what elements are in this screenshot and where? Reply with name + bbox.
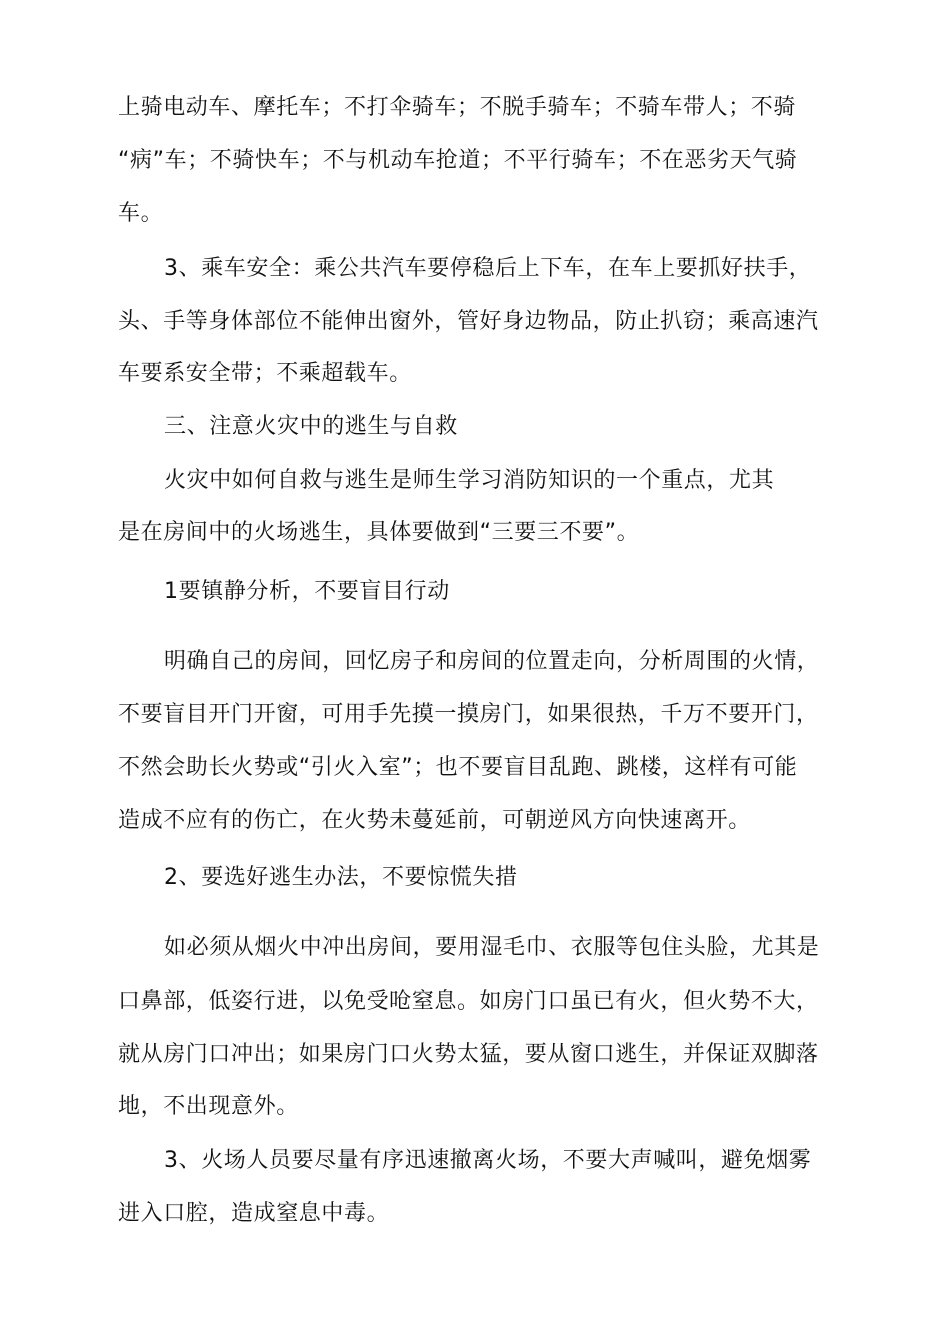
section-heading: 三、注意火灾中的逃生与自救 (164, 414, 458, 439)
text-line: 造成不应有的伤亡，在火势未蔓延前，可朝逆风方向快速离开。 (118, 808, 751, 833)
text-line: 3、火场人员要尽量有序迅速撤离火场，不要大声喊叫，避免烟雾 (164, 1148, 812, 1173)
text-line: “病”车；不骑快车；不与机动车抢道；不平行骑车；不在恶劣天气骑 (118, 148, 798, 173)
text-line: 车。 (118, 201, 164, 226)
text-line: 如必须从烟火中冲出房间，要用湿毛巾、衣服等包住头脸，尤其是 (164, 935, 820, 960)
text-line: 火灾中如何自救与逃生是师生学习消防知识的一个重点，尤其 (164, 468, 775, 493)
text-line: 不要盲目开门开窗，可用手先摸一摸房门，如果很热，千万不要开门， (118, 702, 819, 727)
text-line: 头、手等身体部位不能伸出窗外，管好身边物品，防止扒窃；乘高速汽 (118, 309, 819, 334)
text-line: 进入口腔，造成窒息中毒。 (118, 1201, 390, 1226)
text-line: 口鼻部，低姿行进，以免受呛窒息。如房门口虽已有火，但火势不大， (118, 989, 819, 1014)
text-line: 地，不出现意外。 (118, 1094, 299, 1119)
subheading: 1要镇静分析，不要盲目行动 (164, 579, 450, 604)
text-line: 车要系安全带；不乘超载车。 (118, 361, 412, 386)
text-line: 明确自己的房间，回忆房子和房间的位置走向，分析周围的火情， (164, 649, 820, 674)
text-line: 就从房门口冲出；如果房门口火势太猛，要从窗口逃生，并保证双脚落 (118, 1042, 819, 1067)
subheading: 2、要选好逃生办法，不要惊慌失措 (164, 865, 518, 890)
text-line: 是在房间中的火场逃生，具体要做到“三要三不要”。 (118, 520, 640, 545)
text-line: 不然会助长火势或“引火入室”；也不要盲目乱跑、跳楼，这样有可能 (118, 755, 798, 780)
text-line: 上骑电动车、摩托车；不打伞骑车；不脱手骑车；不骑车带人；不骑 (118, 95, 797, 120)
text-line: 3、乘车安全：乘公共汽车要停稳后上下车，在车上要抓好扶手， (164, 256, 812, 281)
